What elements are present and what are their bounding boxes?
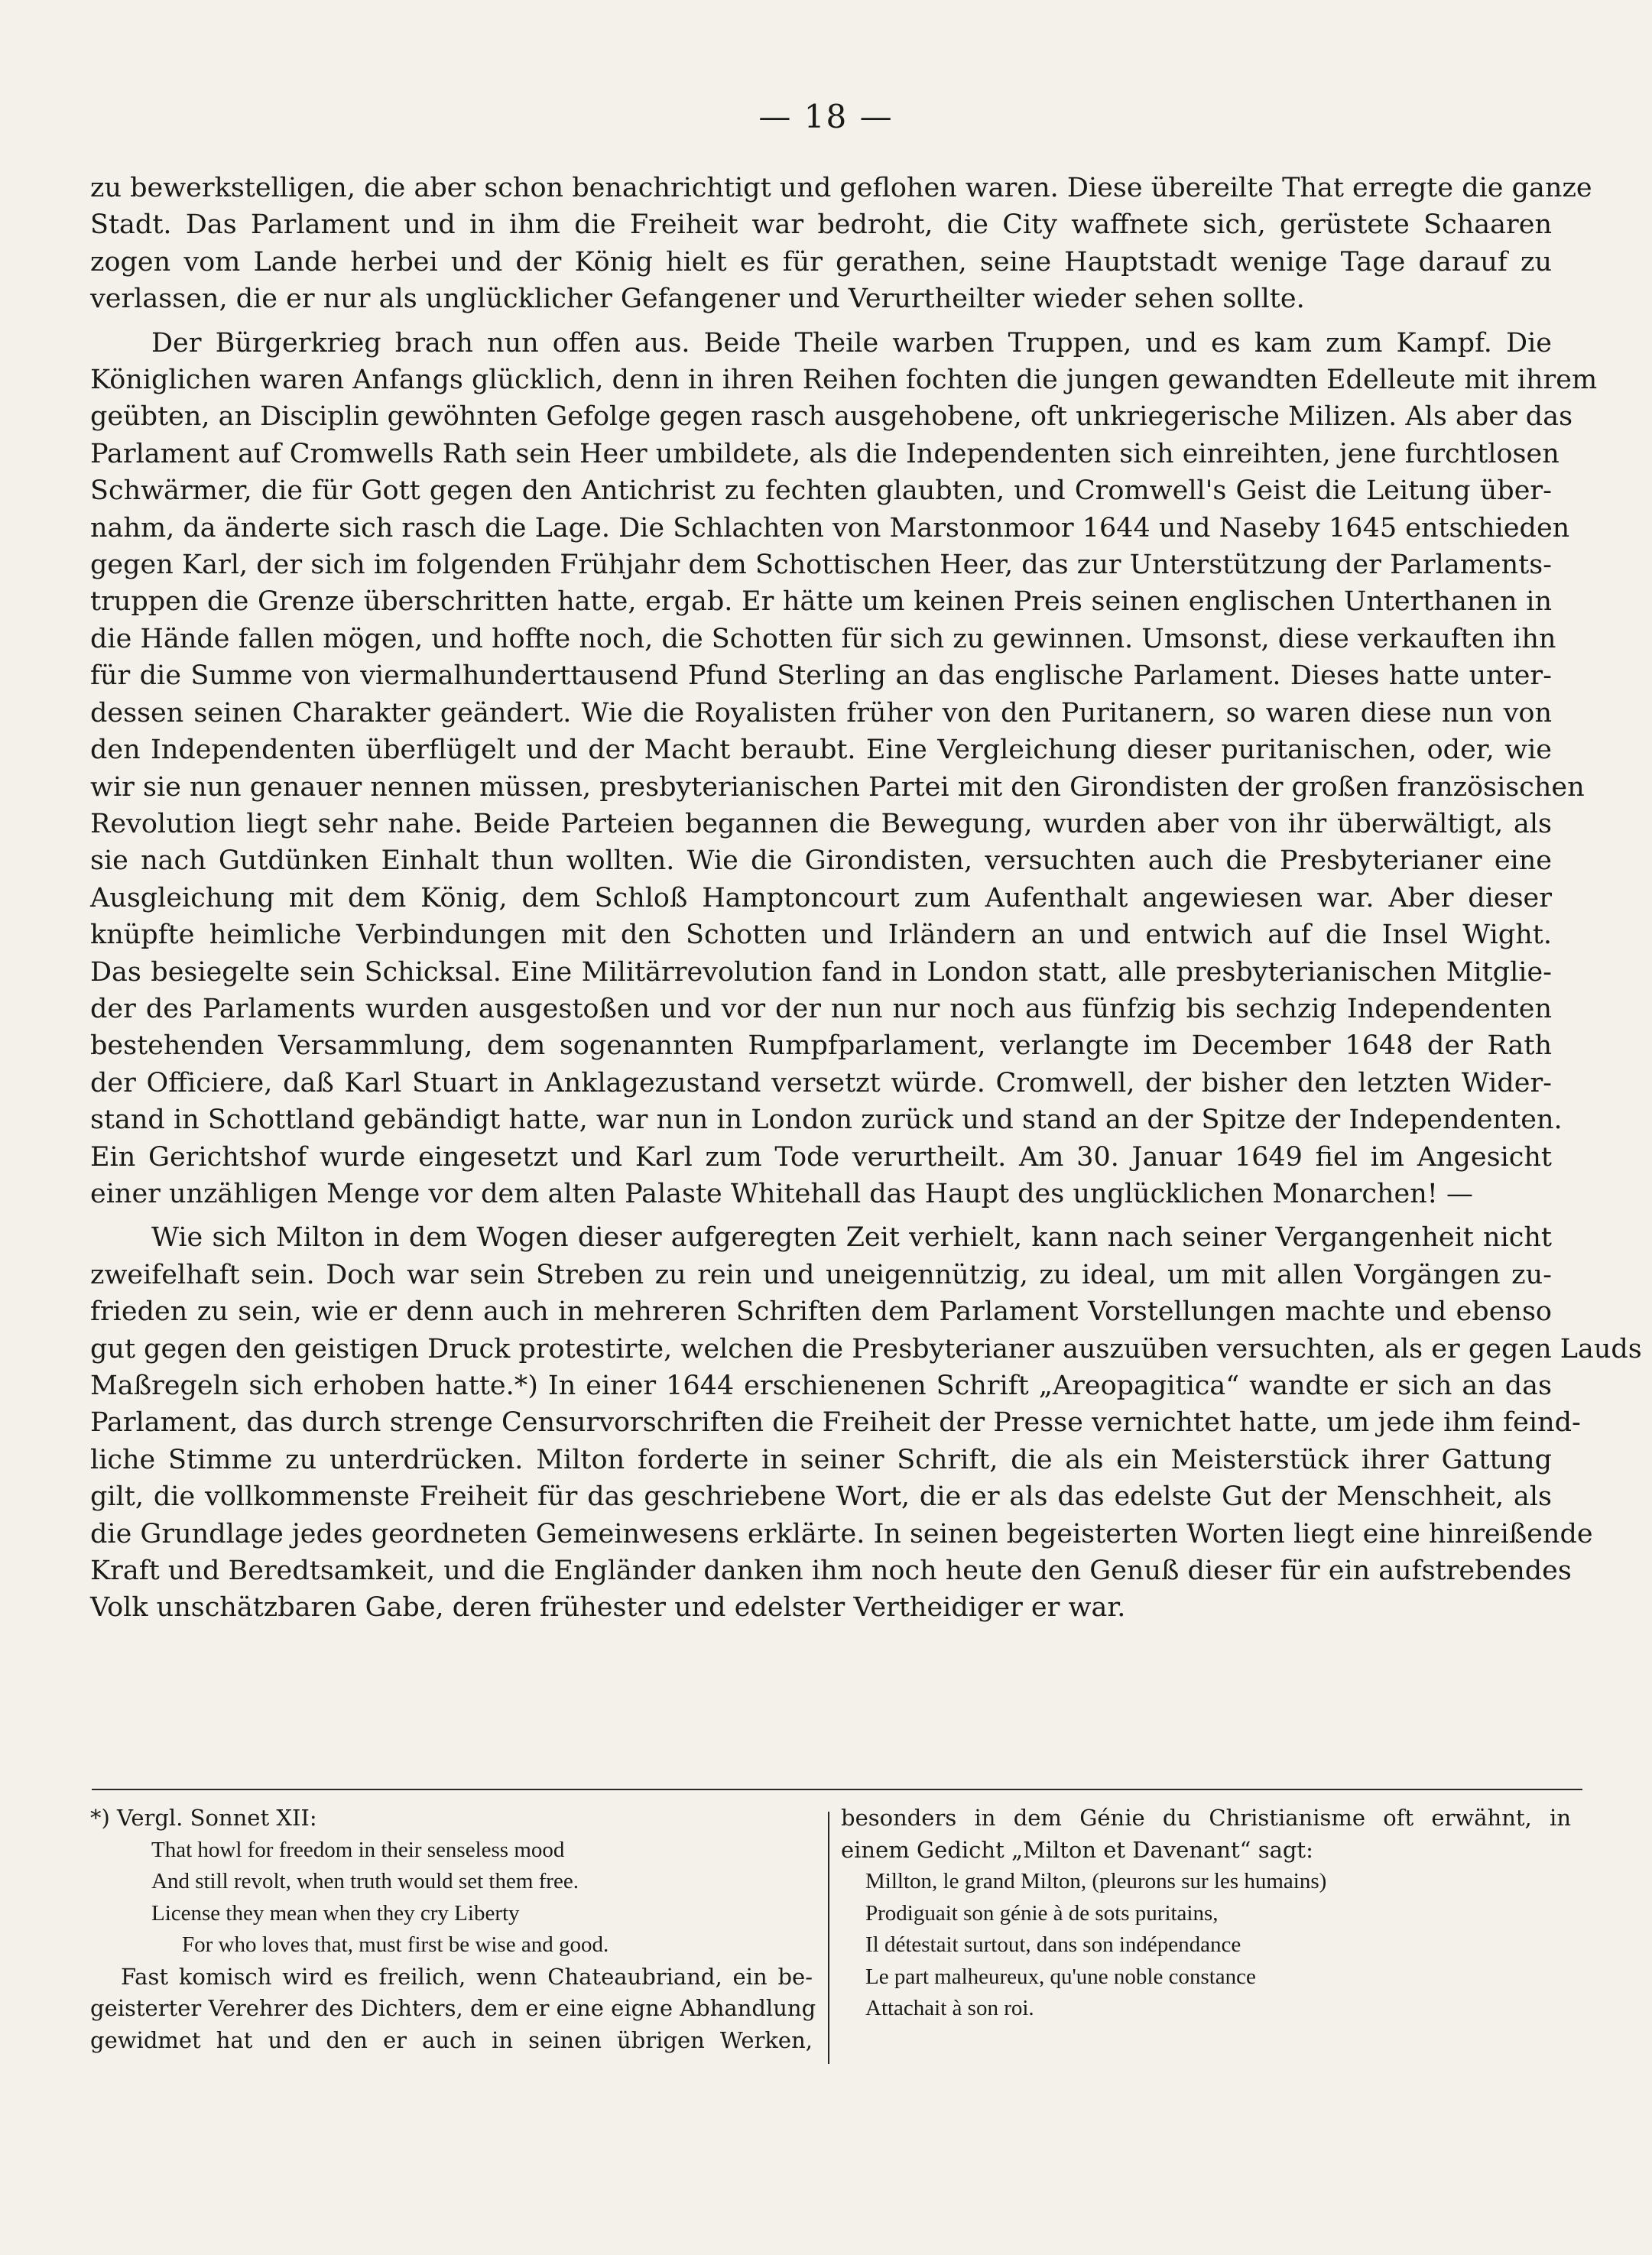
text-line: den Independenten überflügelt und der Macht beraubt. Eine Vergleichung dieser puritanischen, oder, wie <box>90 735 1552 766</box>
text-line: Das besiegelte sein Schicksal. Eine Militärrevolution fand in London statt, alle presbyterianischen Mitglie- <box>90 956 1552 988</box>
footnote-column-divider <box>828 1812 829 2064</box>
text-line: Schwärmer, die für Gott gegen den Antichrist zu fechten glaubten, und Cromwell's Geist die Leitung über- <box>90 475 1552 507</box>
text-line: gilt, die vollkommenste Freiheit für das geschriebene Wort, die er als das edelste Gut der Menschheit, als <box>90 1481 1552 1513</box>
text-line: geübten, an Disciplin gewöhnten Gefolge gegen rasch ausgehobene, oft unkriegerische Milizen. Als aber das <box>90 401 1573 433</box>
footnote-marker-line: *) Vergl. Sonnet XII: <box>90 1805 317 1831</box>
text-line: frieden zu sein, wie er denn auch in mehreren Schriften dem Parlament Vorstellungen machte und ebenso <box>90 1296 1552 1328</box>
text-line: Stadt. Das Parlament und in ihm die Freiheit war bedroht, die City waffnete sich, gerüstete Schaaren <box>90 209 1552 241</box>
text-line: Königlichen waren Anfangs glücklich, denn in ihren Reihen fochten die jungen gewandten Edelleute mit ihrem <box>90 365 1598 396</box>
text-line: dessen seinen Charakter geändert. Wie die Royalisten früher von den Puritanern, so waren diese nun von <box>90 697 1552 728</box>
sonnet-line: For who loves that, must first be wise and good. <box>182 1932 609 1957</box>
poem-line: Millton, le grand Milton, (pleurons sur les humains) <box>865 1869 1327 1893</box>
paragraph-1 <box>90 170 1592 318</box>
text-line: zweifelhaft sein. Doch war sein Streben zu rein und uneigennützig, zu ideal, um mit allen Vorgängen zu- <box>90 1259 1552 1290</box>
text-line: die Hände fallen mögen, und hoffte noch, die Schotten für sich zu gewinnen. Umsonst, diese verkauften ihn <box>90 623 1556 654</box>
footnote-text-line: besonders in dem Génie du Christianisme oft erwähnt, in <box>841 1805 1571 1831</box>
text-line: Ausgleichung mit dem König, dem Schloß Hamptoncourt zum Aufenthalt angewiesen war. Aber dieser <box>90 882 1552 913</box>
text-line: zogen vom Lande herbei und der König hielt es für gerathen, seine Hauptstadt wenige Tage darauf zu <box>90 246 1552 277</box>
text-line: Wie sich Milton in dem Wogen dieser aufgeregten Zeit verhielt, kann nach seiner Vergangenheit nicht <box>151 1222 1552 1254</box>
text-line: einer unzähligen Menge vor dem alten Palaste Whitehall das Haupt des unglücklichen Monarchen! — <box>90 1178 1473 1209</box>
text-line: verlassen, die er nur als unglücklicher Gefangener und Verurtheilter wieder sehen sollte. <box>90 284 1305 315</box>
text-line: Kraft und Beredtsamkeit, und die Engländer danken ihm noch heute den Genuß dieser für ein aufstrebendes <box>90 1556 1572 1587</box>
text-line: die Grundlage jedes geordneten Gemeinwesens erklärte. In seinen begeisterten Worten liegt eine hinreißende <box>90 1518 1593 1549</box>
body-text <box>90 170 1642 1627</box>
footnote-text-line: einem Gedicht „Milton et Davenant“ sagt: <box>841 1836 1313 1863</box>
footnote-text-line: gewidmet hat und den er auch in seinen übrigen Werken, <box>90 2026 813 2053</box>
text-line: Parlament, das durch strenge Censurvorschriften die Freiheit der Presse vernichtet hatte, um jede ihm feind- <box>90 1407 1581 1439</box>
sonnet-line: That howl for freedom in their senseless mood <box>151 1837 565 1862</box>
text-line: der des Parlaments wurden ausgestoßen und vor der nun nur noch aus fünfzig bis sechzig Independenten <box>90 993 1552 1024</box>
text-line: Volk unschätzbaren Gabe, deren frühester und edelster Vertheidiger er war. <box>90 1592 1126 1624</box>
text-line: Maßregeln sich erhoben hatte.*) In einer 1644 erschienenen Schrift „Areopagitica“ wandte er sich an das <box>90 1371 1552 1401</box>
sonnet-line: License they mean when they cry Liberty <box>151 1900 520 1926</box>
text-line: gut gegen den geistigen Druck protestirte, welchen die Presbyterianer auszuüben versuchten, als er gegen Lauds <box>90 1333 1642 1364</box>
footnote-right-column <box>841 1802 1571 2025</box>
footnote-left-column <box>90 1802 816 2056</box>
text-line: zu bewerkstelligen, die aber schon benachrichtigt und geflohen waren. Diese übereilte That erregte die ganze <box>90 173 1592 203</box>
text-line: wir sie nun genauer nennen müssen, presbyterianischen Partei mit den Girondisten der großen französischen <box>90 771 1585 803</box>
text-line: knüpfte heimliche Verbindungen mit den Schotten und Irländern an und entwich auf die Insel Wight. <box>90 920 1552 951</box>
footnote-text-line: geisterter Verehrer des Dichters, dem er eine eigne Abhandlung <box>90 1995 816 2021</box>
sonnet-line: And still revolt, when truth would set them free. <box>151 1869 579 1893</box>
footnote-separator <box>92 1789 1582 1790</box>
text-line: Der Bürgerkrieg brach nun offen aus. Beide Theile warben Truppen, und es kam zum Kampf. Die <box>151 327 1552 359</box>
poem-line: Il détestait surtout, dans son indépendance <box>865 1932 1241 1957</box>
text-line: Ein Gerichtshof wurde eingesetzt und Karl zum Tode verurtheilt. Am 30. Januar 1649 fiel im Angesicht <box>90 1141 1552 1173</box>
text-line: für die Summe von viermalhunderttausend Pfund Sterling an das englische Parlament. Dieses hatte unter- <box>90 660 1552 692</box>
text-line: Parlament auf Cromwells Rath sein Heer umbildete, als die Independenten sich einreihten, jene furchtlosen <box>90 438 1560 469</box>
footnote-text-line: Fast komisch wird es freilich, wenn Chateaubriand, ein be- <box>121 1963 813 1990</box>
text-line: gegen Karl, der sich im folgenden Frühjahr dem Schottischen Heer, das zur Unterstützung der Parlaments- <box>90 550 1552 581</box>
poem-line: Le part malheureux, qu'une noble constance <box>865 1964 1256 1989</box>
poem-line: Prodiguait son génie à de sots puritains, <box>865 1900 1219 1926</box>
page-number: — 18 — <box>758 98 894 135</box>
text-line: sie nach Gutdünken Einhalt thun wollten. Wie die Girondisten, versuchten auch die Presbyterianer eine <box>90 845 1552 877</box>
paragraph-2 <box>90 325 1598 1213</box>
paragraph-3 <box>90 1219 1642 1626</box>
text-line: stand in Schottland gebändigt hatte, war nun in London zurück und stand an der Spitze der Independenten. <box>90 1105 1563 1136</box>
text-line: nahm, da änderte sich rasch die Lage. Die Schlachten von Marstonmoor 1644 und Naseby 1645 entschieden <box>90 512 1570 543</box>
poem-line: Attachait à son roi. <box>865 1996 1034 2020</box>
text-line: Revolution liegt sehr nahe. Beide Parteien begannen die Bewegung, wurden aber von ihr überwältigt, als <box>90 808 1552 839</box>
text-line: liche Stimme zu unterdrücken. Milton forderte in seiner Schrift, die als ein Meisterstück ihrer Gattung <box>90 1444 1552 1475</box>
text-line: der Officiere, daß Karl Stuart in Anklagezustand versetzt würde. Cromwell, der bisher den letzten Wider- <box>90 1067 1552 1098</box>
text-line: bestehenden Versammlung, dem sogenannten Rumpfparlament, verlangte im December 1648 der Rath <box>90 1030 1552 1062</box>
text-line: truppen die Grenze überschritten hatte, ergab. Er hätte um keinen Preis seinen englischen Unterthanen in <box>90 586 1552 618</box>
